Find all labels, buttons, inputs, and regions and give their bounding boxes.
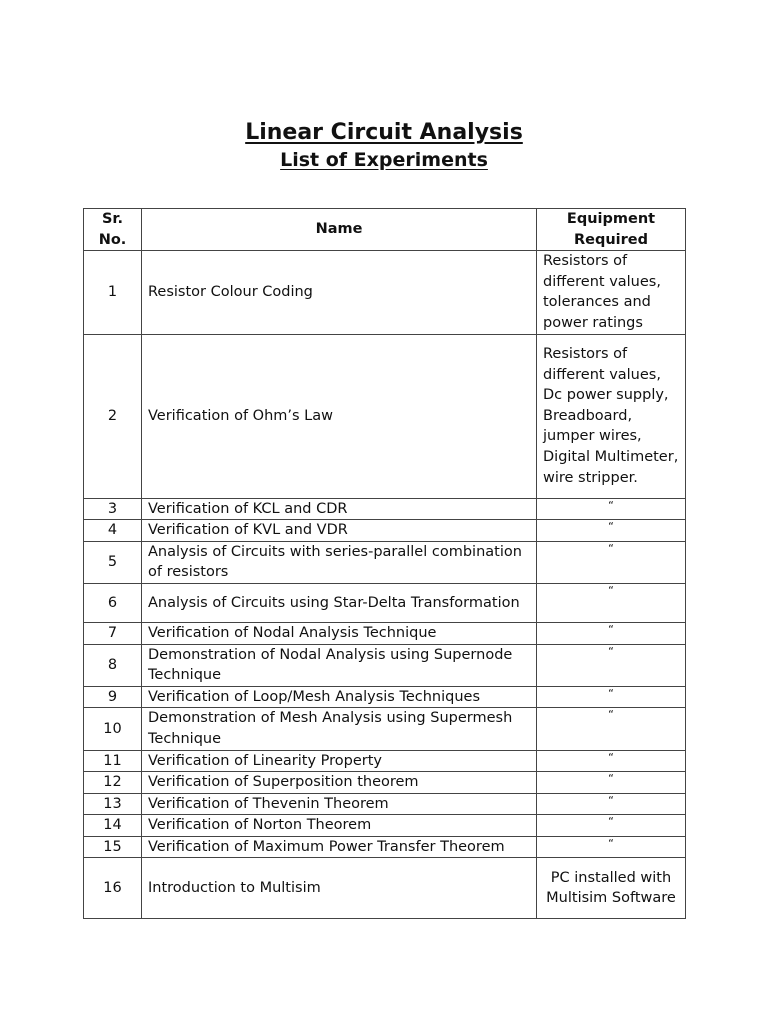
equipment-ditto-mark: “ [537, 541, 686, 583]
equipment-ditto-mark: “ [537, 644, 686, 686]
row-number: 3 [84, 498, 142, 520]
equipment-ditto-mark: “ [537, 498, 686, 520]
equipment-ditto-mark: “ [537, 750, 686, 772]
header-equipment: Equipment Required [537, 209, 686, 251]
experiment-name: Introduction to Multisim [142, 858, 537, 919]
table-row [84, 334, 686, 498]
experiment-name: Verification of Linearity Property [142, 750, 537, 772]
row-number: 1 [84, 251, 142, 334]
row-number: 16 [84, 858, 142, 919]
table-row [84, 520, 686, 542]
table-row [84, 815, 686, 837]
table-row [84, 622, 686, 644]
equipment-ditto-mark: “ [537, 686, 686, 708]
row-number: 15 [84, 836, 142, 858]
table-row [84, 793, 686, 815]
table-row [84, 583, 686, 622]
experiment-name: Demonstration of Mesh Analysis using Supermesh Technique [142, 708, 537, 750]
table-row [84, 686, 686, 708]
experiment-name: Verification of Superposition theorem [142, 772, 537, 794]
experiment-name: Verification of Maximum Power Transfer Theorem [142, 836, 537, 858]
experiment-name: Verification of Loop/Mesh Analysis Techniques [142, 686, 537, 708]
equipment-ditto-mark: “ [537, 708, 686, 750]
equipment-required: Resistors of different values, tolerances and power ratings [537, 251, 686, 334]
equipment-ditto-mark: “ [537, 836, 686, 858]
table-row [84, 251, 686, 334]
row-number: 4 [84, 520, 142, 542]
table-row [84, 541, 686, 583]
document-title: Linear Circuit Analysis [245, 120, 523, 145]
table-row [84, 644, 686, 686]
experiment-name: Demonstration of Nodal Analysis using Supernode Technique [142, 644, 537, 686]
experiment-name: Verification of Ohm’s Law [142, 334, 537, 498]
table-row [84, 836, 686, 858]
equipment-ditto-mark: “ [537, 772, 686, 794]
equipment-ditto-mark: “ [537, 793, 686, 815]
row-number: 8 [84, 644, 142, 686]
row-number: 2 [84, 334, 142, 498]
equipment-required: Resistors of different values, Dc power supply, Breadboard, jumper wires, Digital Multimeter, wire stripper. [537, 334, 686, 498]
experiment-name: Verification of Norton Theorem [142, 815, 537, 837]
header-name: Name [142, 209, 537, 251]
table-row [84, 858, 686, 919]
row-number: 5 [84, 541, 142, 583]
row-number: 12 [84, 772, 142, 794]
table-row [84, 772, 686, 794]
experiment-name: Verification of Nodal Analysis Technique [142, 622, 537, 644]
experiment-name: Verification of KVL and VDR [142, 520, 537, 542]
row-number: 10 [84, 708, 142, 750]
table-row [84, 498, 686, 520]
row-number: 7 [84, 622, 142, 644]
equipment-ditto-mark: “ [537, 815, 686, 837]
table-row [84, 708, 686, 750]
experiment-name: Verification of KCL and CDR [142, 498, 537, 520]
table-row [84, 750, 686, 772]
experiment-name: Analysis of Circuits with series-parallel combination of resistors [142, 541, 537, 583]
experiments-table [83, 208, 686, 919]
row-number: 14 [84, 815, 142, 837]
equipment-required: PC installed with Multisim Software [537, 858, 686, 919]
row-number: 9 [84, 686, 142, 708]
row-number: 13 [84, 793, 142, 815]
equipment-ditto-mark: “ [537, 520, 686, 542]
row-number: 11 [84, 750, 142, 772]
header-sr-no: Sr. No. [84, 209, 142, 251]
table-header-row [84, 209, 686, 251]
experiment-name: Resistor Colour Coding [142, 251, 537, 334]
row-number: 6 [84, 583, 142, 622]
document-subtitle: List of Experiments [280, 149, 488, 171]
equipment-ditto-mark: “ [537, 622, 686, 644]
equipment-ditto-mark: “ [537, 583, 686, 622]
experiment-name: Analysis of Circuits using Star-Delta Transformation [142, 583, 537, 622]
experiment-name: Verification of Thevenin Theorem [142, 793, 537, 815]
